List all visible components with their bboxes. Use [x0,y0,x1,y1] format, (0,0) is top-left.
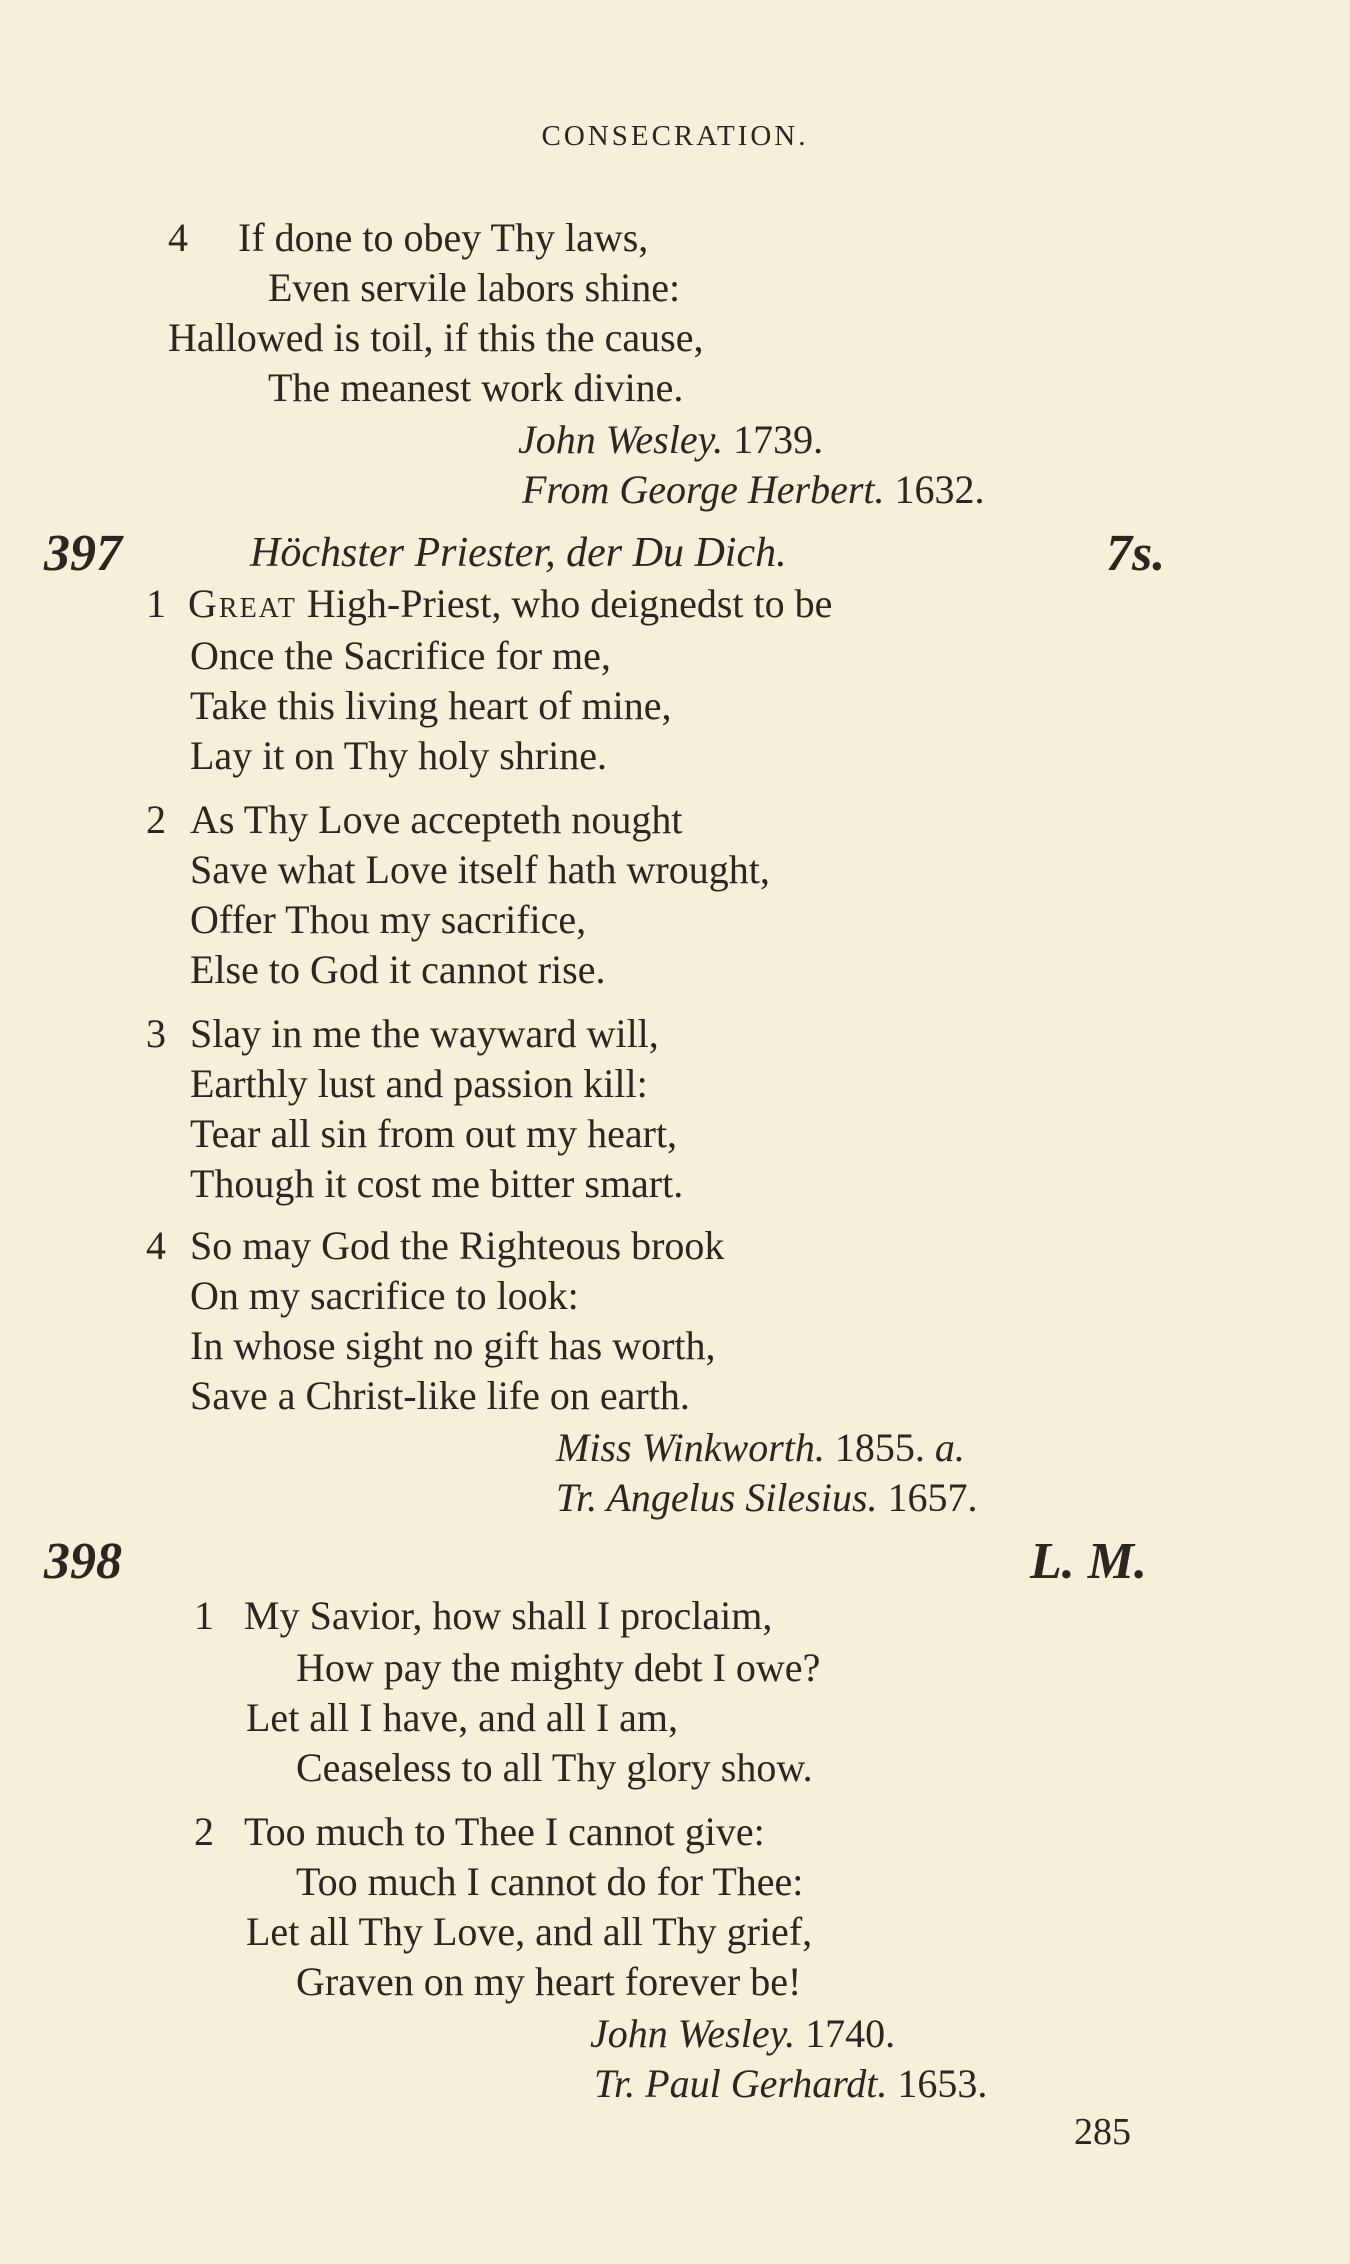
stanza-line: Tear all sin from out my heart, [190,1111,678,1156]
hymn-number: 397 [44,525,122,582]
page-number: 285 [1074,2111,1131,2153]
stanza-line: 4 So may God the Righteous brook [146,1223,725,1268]
stanza-line: Earthly lust and passion kill: [190,1061,648,1106]
stanza-line: Hallowed is toil, if this the cause, [168,315,704,360]
hymn-number: 398 [44,1533,122,1590]
stanza-line: On my sacrifice to look: [190,1273,579,1318]
stanza-line: Save what Love itself hath wrought, [190,847,770,892]
stanza-line: Once the Sacrifice for me, [190,633,611,678]
stanza-line: Let all I have, and all I am, [246,1695,679,1740]
stanza-line: Graven on my heart forever be! [296,1959,802,2004]
credit-line: Tr. Angelus Silesius. 1657. [556,1475,978,1520]
stanza-line: Lay it on Thy holy shrine. [190,733,607,778]
stanza-line: 3 Slay in me the wayward will, [146,1011,659,1056]
stanza-line: Let all Thy Love, and all Thy grief, [246,1909,813,1954]
credit-line: Miss Winkworth. 1855. a. [556,1425,965,1470]
stanza-line: Else to God it cannot rise. [190,947,606,992]
stanza-line: 2 Too much to Thee I cannot give: [194,1809,765,1854]
stanza-line: The meanest work divine. [268,365,684,410]
credit-line: John Wesley. 1740. [590,2011,896,2056]
stanza-line: Too much I cannot do for Thee: [296,1859,804,1904]
stanza-line: 1 My Savior, how shall I proclaim, [194,1593,773,1638]
stanza-line: Ceaseless to all Thy glory show. [296,1745,813,1790]
stanza-line: Even servile labors shine: [268,265,681,310]
stanza-line: 1 Great High-Priest, who deignedst to be [146,581,833,626]
stanza-line: In whose sight no gift has worth, [190,1323,716,1368]
stanza-line: 2 As Thy Love accepteth nought [146,797,683,842]
stanza-line: How pay the mighty debt I owe? [296,1645,821,1690]
hymn-meter: L. M. [1030,1533,1147,1590]
hymn-meter: 7s. [1106,525,1166,582]
stanza-number: 4 [168,215,188,260]
hymn-first-line-title: Höchster Priester, der Du Dich. [250,530,787,576]
stanza-line: Though it cost me bitter smart. [190,1161,684,1206]
stanza-line: Offer Thou my sacrifice, [190,897,587,942]
stanza-line: Take this living heart of mine, [190,683,672,728]
stanza-line: Save a Christ-like life on earth. [190,1373,690,1418]
stanza-line: 4 If done to obey Thy laws, [168,215,649,260]
credit-line: John Wesley. 1739. [518,417,824,462]
credit-line: Tr. Paul Gerhardt. 1653. [594,2061,988,2106]
credit-line: From George Herbert. 1632. [522,467,985,512]
running-header: CONSECRATION. [541,120,809,152]
